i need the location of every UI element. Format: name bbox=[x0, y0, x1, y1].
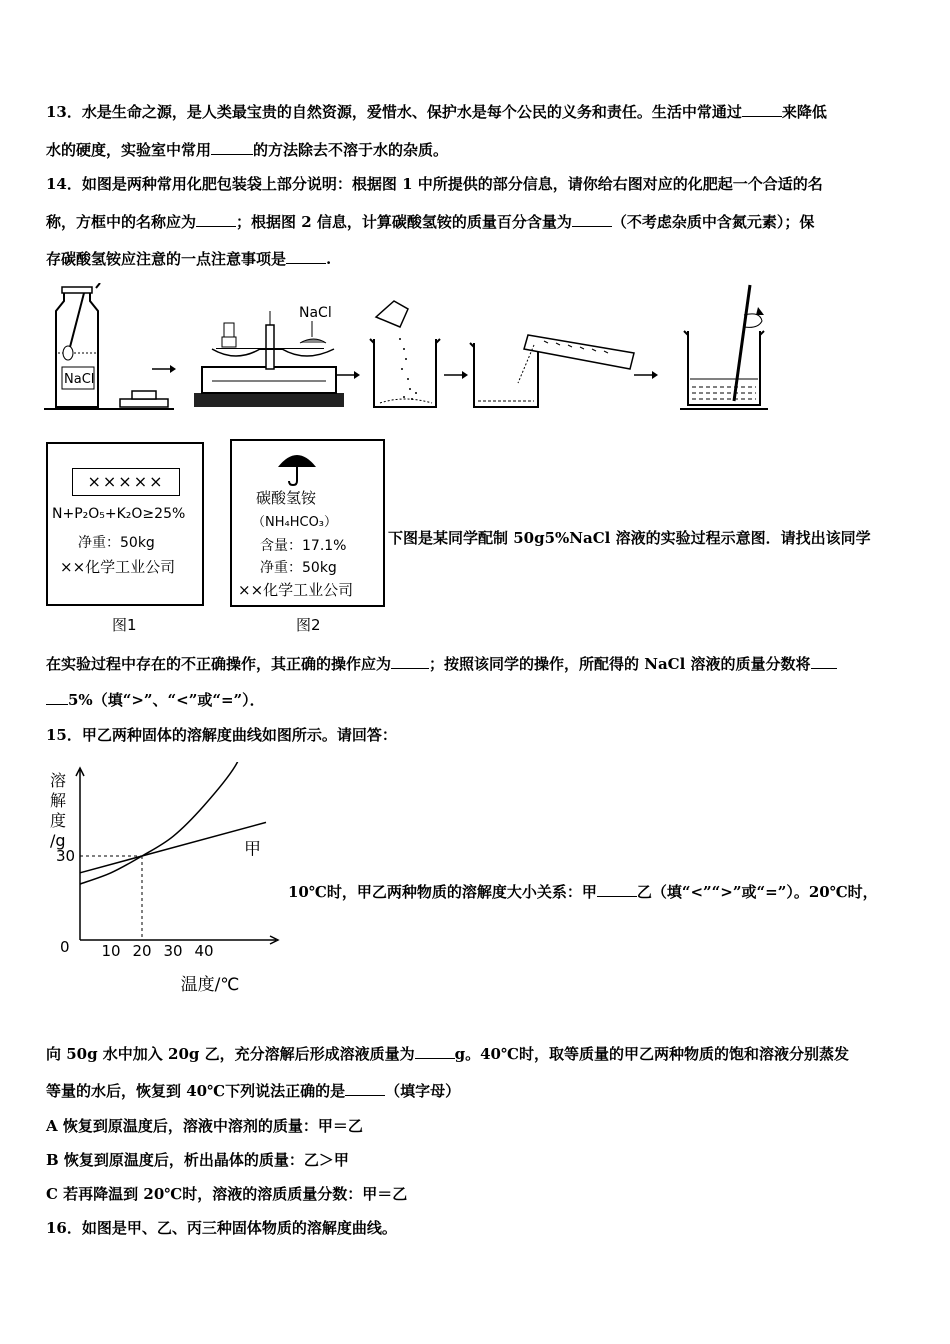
option-b[interactable]: B 恢复到原温度后，析出晶体的质量：乙＞甲 bbox=[46, 1151, 349, 1169]
y-axis-label-char: 解 bbox=[50, 791, 67, 810]
q14-text: 存碳酸氢铵应注意的一点注意事项是 bbox=[46, 250, 287, 268]
series-jia-label: 甲 bbox=[244, 839, 261, 860]
q14-text: 在实验过程中存在的不正确操作，其正确的操作应为 bbox=[46, 655, 392, 673]
fertilizer-label-figure-2 bbox=[230, 439, 385, 607]
q15-text: 等量的水后，恢复到 40℃下列说法正确的是 bbox=[46, 1082, 346, 1100]
answer-blank[interactable] bbox=[211, 140, 253, 155]
q14-text: ；按照该同学的操作，所配得的 NaCl 溶液的质量分数将 bbox=[429, 655, 811, 673]
x-tick-label: 10 bbox=[101, 942, 121, 960]
answer-blank[interactable] bbox=[572, 212, 612, 227]
q13-text: 的方法除去不溶于水的杂质。 bbox=[253, 141, 449, 159]
q13-text: 来降低 bbox=[781, 103, 827, 121]
option-c[interactable]: C 若再降温到 20℃时，溶液的溶质质量分数：甲＝乙 bbox=[46, 1185, 408, 1203]
balance-scale-icon bbox=[194, 305, 344, 407]
net-weight: 净重：50kg bbox=[78, 535, 155, 551]
jar-lid-icon bbox=[120, 391, 168, 407]
q14-text: 5%（填“>”、“<”或“=”）． bbox=[68, 691, 265, 709]
q15-line2 bbox=[46, 1081, 460, 1101]
q14-text: 称，方框中的名称应为 bbox=[46, 213, 197, 231]
answer-blank[interactable] bbox=[415, 1044, 455, 1059]
q14-text: ；根据图 2 信息，计算碳酸氢铵的质量百分含量为 bbox=[236, 213, 572, 231]
company-name: ××化学工业公司 bbox=[60, 558, 176, 576]
option-a[interactable]: A 恢复到原温度后，溶液中溶剂的质量：甲＝乙 bbox=[46, 1117, 363, 1135]
y-tick-label: 30 bbox=[56, 847, 76, 865]
content-percent: 含量：17.1% bbox=[260, 538, 347, 554]
umbrella-icon bbox=[276, 449, 318, 487]
q14-side-text: 下图是某同学配制 50g5%NaCl 溶液的实验过程示意图．请找出该同学 bbox=[388, 529, 871, 547]
q15-text: 10℃时，甲乙两种物质的溶解度大小关系：甲 bbox=[288, 883, 597, 901]
q15-title: 15．甲乙两种固体的溶解度曲线如图所示。请回答： bbox=[46, 726, 397, 744]
q13-text: 13．水是生命之源，是人类最宝贵的自然资源，爱惜水、保护水是每个公民的义务和责任。生活中常通过 bbox=[46, 103, 742, 121]
q14-text: （不考虑杂质中含氮元素）；保 bbox=[611, 213, 815, 231]
answer-blank[interactable] bbox=[196, 212, 236, 227]
q13-line1 bbox=[46, 102, 827, 122]
answer-blank[interactable] bbox=[742, 102, 782, 117]
answer-blank[interactable] bbox=[597, 882, 637, 897]
figure-1-caption: 图1 bbox=[112, 616, 137, 634]
x-axis-label: 温度/℃ bbox=[180, 975, 240, 995]
beaker-stirring-icon bbox=[684, 285, 764, 405]
net-weight: 净重：50kg bbox=[260, 560, 337, 576]
answer-blank[interactable] bbox=[286, 249, 326, 264]
q14-line2 bbox=[46, 212, 814, 232]
nutrient-content: N+P₂O₅+K₂O≥25% bbox=[52, 506, 186, 522]
company-name: ××化学工业公司 bbox=[238, 581, 354, 599]
q13-text: 水的硬度，实验室中常用 bbox=[46, 141, 212, 159]
beaker-pouring-icon bbox=[370, 301, 440, 407]
y-axis-label bbox=[50, 771, 66, 850]
graduated-cylinder-pouring-icon bbox=[470, 335, 634, 407]
y-axis-label-char: 度 bbox=[50, 811, 67, 830]
q14-line3 bbox=[46, 249, 331, 269]
x-tick-label: 20 bbox=[132, 942, 152, 960]
q14-line4 bbox=[46, 654, 837, 674]
y-axis-label-char: /g bbox=[50, 831, 66, 850]
q15-text: 乙（填“<”“>”或“=”）。20℃时， bbox=[636, 883, 878, 901]
q15-text: （填字母） bbox=[385, 1082, 461, 1100]
q16-title: 16．如图是甲、乙、丙三种固体物质的溶解度曲线。 bbox=[46, 1219, 397, 1237]
product-name: 碳酸氢铵 bbox=[256, 489, 317, 507]
q15-line1 bbox=[46, 1044, 849, 1064]
y-axis-label-char: 溶 bbox=[50, 771, 67, 790]
q14-text: . bbox=[326, 250, 332, 268]
q15-side-text bbox=[288, 882, 878, 902]
q15-text: g。40℃时，取等质量的甲乙两种物质的饱和溶液分别蒸发 bbox=[454, 1045, 849, 1063]
answer-blank[interactable] bbox=[811, 654, 837, 669]
fertilizer-label-figure-1 bbox=[46, 442, 204, 606]
series-jia-line bbox=[80, 822, 266, 872]
solubility-chart bbox=[44, 762, 290, 998]
balance-nacl-label: NaCl bbox=[299, 305, 332, 321]
q14-line5 bbox=[46, 690, 265, 710]
chemical-formula: （NH₄HCO₃） bbox=[252, 515, 338, 530]
q13-line2 bbox=[46, 140, 448, 160]
q14-line1: 14．如图是两种常用化肥包装袋上部分说明：根据图 1 中所提供的部分信息，请你给右图对应的化肥起一个合适的名 bbox=[46, 175, 823, 193]
q15-text: 向 50g 水中加入 20g 乙，充分溶解后形成溶液质量为 bbox=[46, 1045, 415, 1063]
lab-procedure-diagram bbox=[44, 283, 774, 418]
figure-2-caption: 图2 bbox=[296, 616, 321, 634]
reagent-jar-icon bbox=[56, 283, 100, 407]
answer-blank[interactable] bbox=[345, 1081, 385, 1096]
nacl-jar-label: NaCl bbox=[64, 372, 95, 387]
answer-blank[interactable] bbox=[46, 690, 68, 705]
fertilizer-name-box[interactable]: ××××× bbox=[72, 468, 180, 496]
x-tick-label: 40 bbox=[194, 942, 214, 960]
answer-blank[interactable] bbox=[391, 654, 429, 669]
origin-label: 0 bbox=[60, 938, 70, 956]
x-tick-label: 30 bbox=[163, 942, 183, 960]
